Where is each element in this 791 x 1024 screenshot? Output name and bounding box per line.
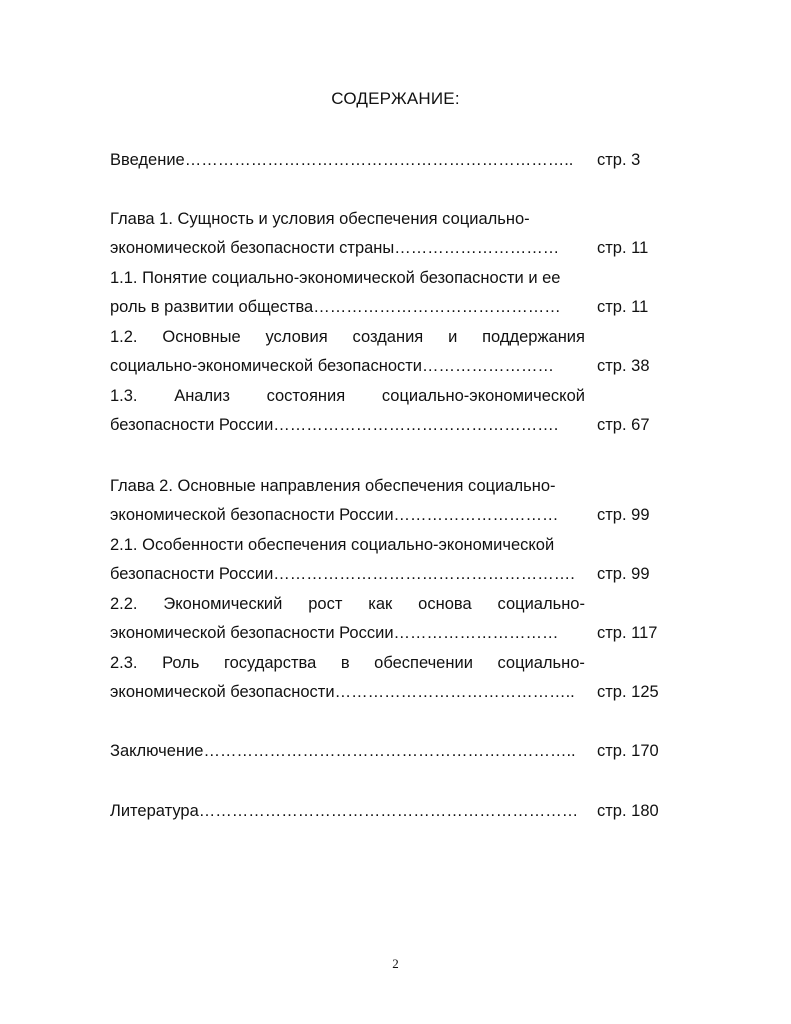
word: 1.3. (110, 387, 138, 405)
word: социально- (497, 595, 585, 613)
toc-s13-line1 (110, 386, 585, 406)
toc-s22-line2: экономической безопасности России………………………… (110, 624, 559, 642)
toc-s13-line2: безопасности России……………………………………………. (110, 416, 559, 434)
toc-s12-page: стр. 38 (597, 357, 650, 375)
toc-s23-line1 (110, 653, 585, 673)
toc-intro-text: Введение…………………………………………………………….. (110, 151, 574, 169)
word: создания (352, 328, 424, 346)
toc-intro-page: стр. 3 (597, 151, 641, 169)
word: государства (223, 654, 317, 672)
toc-conclusion-text: Заключение………………………………………………………….. (110, 742, 576, 760)
toc-s23-page: стр. 125 (597, 683, 659, 701)
toc-ch1-page: стр. 11 (597, 239, 649, 257)
word: Основные (162, 328, 241, 346)
toc-s12-line1 (110, 327, 585, 347)
toc-ch2-page: стр. 99 (597, 506, 650, 524)
toc-literature-text: Литература…………………………………………………………… (110, 802, 579, 820)
toc-ch1-line1: Глава 1. Сущность и условия обеспечения социально- (110, 210, 530, 228)
word: состояния (266, 387, 346, 405)
toc-s11-line1: 1.1. Понятие социально-экономической безопасности и ее (110, 269, 561, 287)
page-number: 2 (392, 956, 399, 971)
word: Анализ (174, 387, 230, 405)
toc-ch2-line1: Глава 2. Основные направления обеспечения социально- (110, 477, 556, 495)
toc-s11-page: стр. 11 (597, 298, 649, 316)
toc-s21-page: стр. 99 (597, 565, 650, 583)
toc-s13-page: стр. 67 (597, 416, 650, 434)
word: Экономический (163, 595, 283, 613)
word: социально-экономической (381, 387, 585, 405)
word: основа (418, 595, 472, 613)
word: 2.3. (110, 654, 138, 672)
toc-literature-page: стр. 180 (597, 802, 659, 820)
toc-ch2-line2: экономической безопасности России………………………… (110, 506, 559, 524)
toc-s11-line2: роль в развитии общества……………………………………… (110, 298, 561, 316)
word: и (448, 328, 458, 346)
word: в (340, 654, 350, 672)
toc-ch1-line2: экономической безопасности страны………………………… (110, 239, 560, 257)
word: 2.2. (110, 595, 138, 613)
word: обеспечении (374, 654, 473, 672)
word: Роль (162, 654, 200, 672)
page-title: СОДЕРЖАНИЕ: (331, 89, 460, 108)
toc-s23-line2: экономической безопасности…………………………………….. (110, 683, 575, 701)
word: условия (265, 328, 328, 346)
word: рост (308, 595, 343, 613)
toc-s22-line1 (110, 594, 585, 614)
word: социально- (497, 654, 585, 672)
toc-s12-line2: социально-экономической безопасности…………………… (110, 357, 555, 375)
toc-s22-page: стр. 117 (597, 624, 658, 642)
word: 1.2. (110, 328, 138, 346)
toc-conclusion-page: стр. 170 (597, 742, 659, 760)
word: поддержания (482, 328, 585, 346)
toc-s21-line1: 2.1. Особенности обеспечения социально-экономической (110, 536, 555, 554)
word: как (368, 595, 393, 613)
toc-s21-line2: безопасности России………………………………………………. (110, 565, 575, 583)
